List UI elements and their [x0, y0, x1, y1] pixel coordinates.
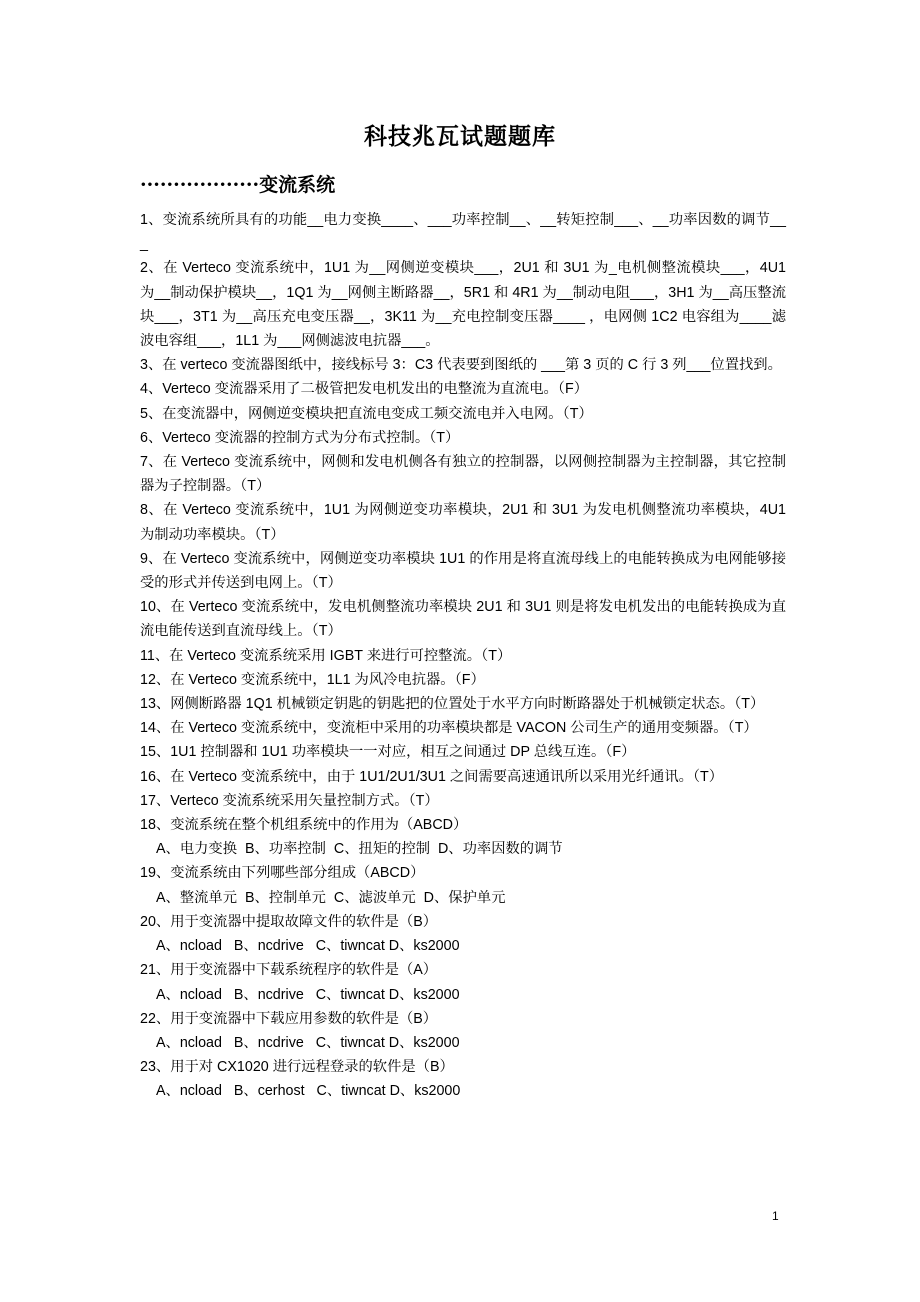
answer-options: A、ncload B、ncdrive C、tiwncat D、ks2000 [156, 986, 460, 1003]
question-item: 17、Verteco 变流系统采用矢量控制方式。（T） [140, 792, 439, 809]
question-item: 19、变流系统由下列哪些部分组成（ABCD） [140, 865, 425, 882]
question-item: 20、用于变流器中提取故障文件的软件是（B） [140, 913, 438, 930]
question-item: 4、Verteco 变流器采用了二极管把发电机发出的电整流为直流电。（F） [140, 381, 589, 398]
answer-options: A、ncload B、ncdrive C、tiwncat D、ks2000 [156, 1034, 460, 1051]
question-item: 16、在 Verteco 变流系统中，由于 1U1/2U1/3U1 之间需要高速通讯所以采用光纤通讯。（T） [140, 768, 724, 785]
question-item: 23、用于对 CX1020 进行远程登录的软件是（B） [140, 1059, 454, 1076]
question-item: 7、在 Verteco 变流系统中，网侧和发电机侧各有独立的控制器，以网侧控制器为主控制器，其它控制器为子控制器。（T） [140, 454, 786, 495]
answer-options: A、ncload B、ncdrive C、tiwncat D、ks2000 [156, 938, 460, 955]
question-item: 22、用于变流器中下载应用参数的软件是（B） [140, 1010, 438, 1027]
question-item: 15、1U1 控制器和 1U1 功率模块一一对应，相互之间通过 DP 总线互连。（F） [140, 744, 636, 761]
page-number: 1 [772, 1209, 779, 1223]
answer-options: A、整流单元 B、控制单元 C、滤波单元 D、保护单元 [156, 889, 506, 906]
section-heading: ··················变流系统 [140, 174, 336, 196]
question-item: 3、在 verteco 变流器图纸中，接线标号 3：C3 代表要到图纸的 ___第 3 页的 C 行 3 列___位置找到。 [140, 357, 782, 374]
answer-options: A、ncload B、cerhost C、tiwncat D、ks2000 [156, 1083, 461, 1100]
question-item: 21、用于变流器中下载系统程序的软件是（A） [140, 962, 438, 979]
answer-options: A、电力变换 B、功率控制 C、扭矩的控制 D、功率因数的调节 [156, 841, 563, 858]
question-item: 10、在 Verteco 变流系统中，发电机侧整流功率模块 2U1 和 3U1 则是将发电机发出的电能转换成为直流电能传送到直流母线上。（T） [140, 599, 786, 640]
question-item: 14、在 Verteco 变流系统中，变流柜中采用的功率模块都是 VACON 公司生产的通用变频器。（T） [140, 720, 758, 737]
question-item: 1、变流系统所具有的功能__电力变换____、___功率控制__、__转矩控制___、__功率因数的调节___ [140, 212, 786, 253]
question-item: 2、在 Verteco 变流系统中，1U1 为__网侧逆变模块___，2U1 和 3U1 为_电机侧整流模块___，4U1 为__制动保护模块__，1Q1 为__网侧主断路器__，5R1 和 4R1 为__制动电阻___，3H1 为__高压整流块___，3T1 为__高压充电变压器__，3K11 为__充电控制变压器____ ，电网侧 1C2 电容组为____滤波电容组___，1L1 为___网侧滤波电抗器___。 [140, 260, 786, 350]
question-item: 13、网侧断路器 1Q1 机械锁定钥匙的钥匙把的位置处于水平方向时断路器处于机械锁定状态。（T） [140, 696, 765, 713]
question-item: 9、在 Verteco 变流系统中，网侧逆变功率模块 1U1 的作用是将直流母线上的电能转换成为电网能够接受的形式并传送到电网上。（T） [140, 550, 786, 592]
question-item: 18、变流系统在整个机组系统中的作用为（ABCD） [140, 817, 468, 834]
question-item: 5、在变流器中，网侧逆变模块把直流电变成工频交流电并入电网。（T） [140, 405, 593, 422]
question-item: 12、在 Verteco 变流系统中，1L1 为风冷电抗器。（F） [140, 671, 485, 688]
page-title: 科技兆瓦试题题库 [364, 123, 556, 150]
question-item: 8、在 Verteco 变流系统中，1U1 为网侧逆变功率模块，2U1 和 3U1 为发电机侧整流功率模块，4U1 为制动功率模块。（T） [140, 502, 786, 543]
question-item: 6、Verteco 变流器的控制方式为分布式控制。（T） [140, 429, 460, 446]
question-list [140, 208, 786, 1104]
question-item: 11、在 Verteco 变流系统采用 IGBT 来进行可控整流。（T） [140, 647, 512, 664]
